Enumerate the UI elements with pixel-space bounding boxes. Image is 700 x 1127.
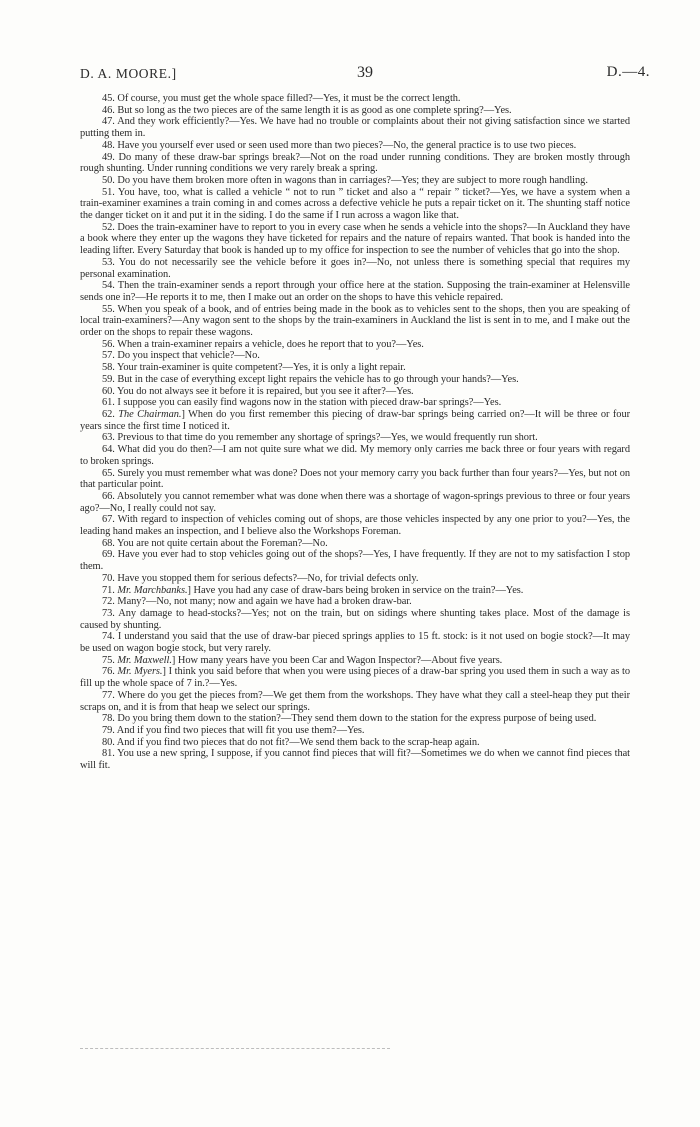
paragraph-text: 74. I understand you said that the use of draw-bar pieced springs applies to 15 ft. stock: is it not used on bogie stock?—It may be used on wagon bogie stock, but very rarely. [80, 631, 630, 655]
paragraph-text: 57. Do you inspect that vehicle?—No. [102, 350, 260, 362]
paragraph-text-continued: ] How many years have you been Car and Wagon Inspector?—About five years. [171, 654, 503, 666]
paragraph-text: 76. [102, 666, 118, 678]
testimony-paragraph [80, 339, 630, 351]
speaker-name: Mr. Maxwell. [117, 654, 172, 666]
paragraph-text: 49. Do many of these draw-bar springs break?—Not on the road under running conditions. They are broken mostly through rough shunting. Under running conditions we very rarely break a spring. [80, 151, 630, 175]
testimony-paragraph [80, 280, 630, 303]
testimony-paragraph [80, 608, 630, 631]
footer-rule [80, 1048, 390, 1055]
testimony-paragraph [80, 257, 630, 280]
paragraph-text-continued: ] Have you had any case of draw-bars being broken in service on the train?—Yes. [187, 584, 524, 596]
speaker-name: Mr. Marchbanks. [117, 584, 188, 596]
testimony-paragraph [80, 666, 630, 689]
paragraph-text: 77. Where do you get the pieces from?—We get them from the workshops. They have what they call a steel-heap they put their scraps on, and it is from that heap we select our springs. [80, 689, 630, 713]
testimony-paragraph [80, 187, 630, 222]
page-number: 39 [357, 64, 373, 81]
paragraph-text: 80. And if you find two pieces that do not fit?—We send them back to the scrap-heap again. [102, 736, 480, 748]
speaker-name: The Chairman. [118, 408, 182, 420]
paragraph-text: 51. You have, too, what is called a vehicle “ not to run ” ticket and also a “ repair ” ticket?—Yes, we have a system when a train-examiner examines a train coming in and comes across a defective vehicle he puts a repair ticket on it. The shunting staff notice the danger ticket on it and put it in the siding. I do the same if I run across a wagon like that. [80, 186, 630, 222]
testimony-paragraph [80, 631, 630, 654]
paragraph-text: 56. When a train-examiner repairs a vehicle, does he report that to you?—Yes. [102, 338, 424, 350]
paragraph-text: 81. You use a new spring, I suppose, if you cannot find pieces that will fit?—Sometimes we do when we cannot find pieces that will fit. [80, 748, 630, 772]
testimony-paragraph [80, 374, 630, 386]
testimony-paragraph [80, 222, 630, 257]
paragraph-text: 62. [102, 408, 119, 420]
paragraph-text: 54. Then the train-examiner sends a report through your office here at the station. Supposing the train-examiner at Helensville sends one in?—He reports it to me, then I make out an order on the shops to have this vehicle repaired. [80, 280, 630, 303]
testimony-paragraph [80, 444, 630, 467]
testimony-paragraph [80, 386, 630, 398]
paragraph-text: 45. Of course, you must get the whole space filled?—Yes, it must be the correct length. [102, 93, 461, 104]
testimony-paragraph [80, 690, 630, 713]
testimony-paragraph [80, 468, 630, 491]
testimony-paragraph [80, 350, 630, 362]
paragraph-text: 64. What did you do then?—I am not quite sure what we did. My memory only carries me back three or four years with regard to broken springs. [80, 444, 630, 467]
testimony-paragraph [80, 432, 630, 444]
paragraph-text: 79. And if you find two pieces that will fit you use them?—Yes. [102, 724, 365, 736]
paragraph-text: 52. Does the train-examiner have to report to you in every case when he sends a vehicle into the shops?—In Auckland they have a book where they enter up the wagons they have ticketed for repairs and the nature of repairs wanted. That book is handed into the leading lifter. Every Saturday that book is handed up to my office for inspection to see the number of vehicles that go into the shop. [80, 221, 630, 257]
paragraph-text: 63. Previous to that time do you remember any shortage of springs?—Yes, we would frequently run short. [102, 432, 538, 444]
paragraph-text-continued: ] I think you said before that when you were using pieces of a draw-bar spring you used them in such a way as to fill up the whole space of 7 in.?—Yes. [80, 666, 630, 690]
paragraph-text: 58. Your train-examiner is quite competent?—Yes, it is only a light repair. [102, 362, 406, 374]
paragraph-text: 75. [102, 654, 118, 666]
paragraph-text: 68. You are not quite certain about the Foreman?—No. [102, 537, 328, 549]
testimony-paragraph [80, 585, 630, 597]
testimony-paragraph [80, 140, 630, 152]
testimony-paragraph [80, 93, 630, 105]
paragraph-text: 67. With regard to inspection of vehicles coming out of shops, are those vehicles inspected by any one prior to you?—Yes, the leading hand makes an inspection, and I believe also the Workshops Foreman. [80, 514, 630, 538]
testimony-paragraph [80, 152, 630, 175]
witness-name: D. A. MOORE.] [80, 66, 177, 81]
testimony-paragraph [80, 538, 630, 550]
page-header [80, 64, 650, 86]
testimony-paragraph [80, 713, 630, 725]
testimony-paragraph [80, 748, 630, 771]
paragraph-text: 46. But so long as the two pieces are of the same length it is as good as one complete spring?—Yes. [102, 104, 512, 116]
paragraph-text: 69. Have you ever had to stop vehicles going out of the shops?—Yes, I have frequently. If they are not to my satisfaction I stop them. [80, 549, 630, 573]
paragraph-text-continued: ] When do you first remember this piecing of draw-bar springs being carried on?—It will be three or four years since the first time I noticed it. [80, 408, 631, 432]
paragraph-text: 66. Absolutely you cannot remember what was done when there was a shortage of wagon-springs previous to three or four years ago?—No, I really could not say. [80, 490, 630, 514]
document-reference: D.—4. [606, 64, 650, 80]
testimony-paragraph [80, 105, 630, 117]
testimony-paragraph [80, 573, 630, 585]
testimony-paragraph [80, 491, 630, 514]
testimony-paragraph [80, 655, 630, 667]
paragraph-text: 71. [102, 584, 118, 596]
testimony-body [80, 93, 630, 772]
testimony-paragraph [80, 409, 630, 432]
testimony-paragraph [80, 116, 630, 139]
testimony-paragraph [80, 362, 630, 374]
testimony-paragraph [80, 725, 630, 737]
testimony-paragraph [80, 175, 630, 187]
paragraph-text: 48. Have you yourself ever used or seen used more than two pieces?—No, the general practice is to use two pieces. [102, 139, 577, 151]
paragraph-text: 65. Surely you must remember what was done? Does not your memory carry you back further than four years?—Yes, but not on that particular point. [80, 467, 630, 491]
paragraph-text: 70. Have you stopped them for serious defects?—No, for trivial defects only. [102, 572, 419, 584]
paragraph-text: 78. Do you bring them down to the station?—They send them down to the station for the express purpose of being used. [102, 713, 597, 725]
testimony-paragraph [80, 397, 630, 409]
paragraph-text: 60. You do not always see it before it is repaired, but you see it after?—Yes. [102, 385, 414, 397]
paragraph-text: 72. Many?—No, not many; now and again we have had a broken draw-bar. [102, 596, 412, 608]
paragraph-text: 59. But in the case of everything except light repairs the vehicle has to go through your hands?—Yes. [102, 373, 519, 385]
testimony-paragraph [80, 596, 630, 608]
testimony-paragraph [80, 304, 630, 339]
testimony-paragraph [80, 737, 630, 749]
paragraph-text: 61. I suppose you can easily find wagons now in the station with pieced draw-bar springs?—Yes. [102, 397, 502, 409]
paragraph-text: 50. Do you have them broken more often in wagons than in carriages?—Yes; they are subject to more rough handling. [102, 174, 588, 186]
paragraph-text: 53. You do not necessarily see the vehicle before it goes in?—No, not unless there is something special that requires my personal examination. [80, 256, 630, 280]
testimony-paragraph [80, 549, 630, 572]
testimony-paragraph [80, 514, 630, 537]
speaker-name: Mr. Myers. [117, 666, 163, 678]
paragraph-text: 73. Any damage to head-stocks?—Yes; not on the train, but on sidings where shunting takes place. Most of the damage is caused by shunting. [80, 607, 630, 631]
paragraph-text: 47. And they work efficiently?—Yes. We have had no trouble or complaints about their not giving satisfaction since we started putting them in. [80, 116, 630, 140]
paragraph-text: 55. When you speak of a book, and of entries being made in the book as to vehicles sent to the shops, then you are speaking of local train-examiners?—Any wagon sent to the shops by the train-examiners in Auckland the list is sent in to me, and I make out the order on the shops to repair these wagons. [80, 303, 630, 339]
